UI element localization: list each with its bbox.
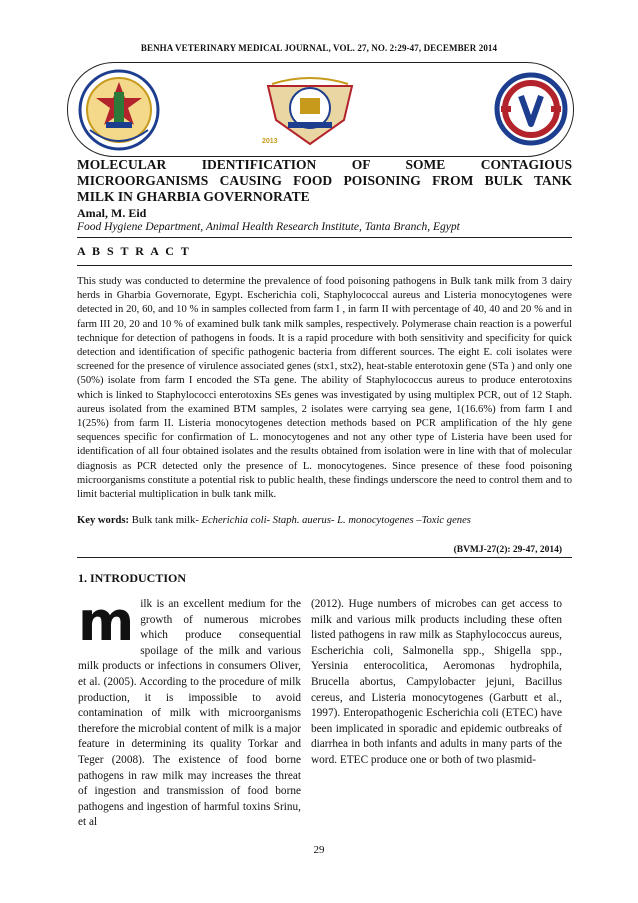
keywords-list: Echerichia coli- Staph. auerus- L. monocytogenes –Toxic genes xyxy=(201,515,471,526)
veterinary-faculty-logo xyxy=(493,66,569,152)
keywords-first: Bulk tank milk- xyxy=(131,515,199,526)
abstract-body xyxy=(77,275,572,502)
abstract-text: This study was conducted to determine the prevalence of food poisoning pathogens in Bulk tank milk from 3 dairy herds in Gharbia Governorate, Egypt. Escherichia coli, Staphylococcal aureus and Listeria monocytogenes were detected in 20, 60, and 10 % in samples collected from farm I , in farm II with percentage of 40, 40 and 20 % and in farm III 20, 20 and 10 % of examined bulk tank milk samples, respectively. Polymerase chain reaction is a powerful technique for detection of pathogens in foods. It is a rapid procedure with both sensitivity and specificity for quick detection and identification of specific pathogenic bacteria from different sources. The eight E. coli isolates were screened for the presence of virulence associated genes (stx1, stx2), heat-stable enterotoxin gene (STa ) and only one (50%) isolate from farm I encoded the STa gene. The ability of Staphylococcus aureus to produce enterotoxins which is linked to Staphylococci enterotoxins SEs genes was investigated by using multiplex PCR, out of 12 Staph. aureus isolated from the examined BTM samples, 2 isolates were carrying sea gene, 1(16.6%) from farm I and 1(25%) from farm II. Listeria monocytogenes detection methods based on PCR amplification of the hly gene sequences specific for confirmation of L. monocytogenes and not any other type of Listeria have been used for identification of all four obtained isolates and the results obtained from isolation were in line with that of molecular diagnosis as PCR detected only the presence of L. monocytogenes. Since presence of these food poisoning microorganisms constitute a potential risk to public health, these findings underscore the need to control them and to limit bacterial multiplication in bulk tank milk. xyxy=(77,276,572,501)
title-line-3: MILK IN GHARBIA GOVERNORATE xyxy=(77,189,310,204)
title-line-2: MICROORGANISMS CAUSING FOOD POISONING FROM BULK TANK xyxy=(77,173,572,188)
keywords-line xyxy=(77,515,572,526)
drop-cap: m xyxy=(78,590,135,653)
author-name: Amal, M. Eid xyxy=(77,206,147,220)
intro-column-right xyxy=(311,597,562,769)
title-line-1: MOLECULAR IDENTIFICATION OF SOME CONTAGIOUS xyxy=(77,157,572,172)
journal-header: BENHA VETERINARY MEDICAL JOURNAL, VOL. 27, NO. 2:29-47, DECEMBER 2014 xyxy=(140,43,498,53)
benha-university-logo xyxy=(76,68,162,152)
divider xyxy=(77,237,572,238)
divider xyxy=(77,265,572,266)
intro-right-text: (2012). Huge numbers of microbes can get access to milk and various milk products including these often listed pathogens in raw milk as Staphylococcus aureus, Escherichia coli, Salmonella spp., Shigella spp., Yersinia enterocolitica, Aeromonas hydrophila, Brucella abortus, Campylobacter jejuni, Bacillus cereus, and Listeria monocytogenes (Garbutt et al., 1997). Enteropathogenic Escherichia coli (ETEC) have been implicated in sporadic and epidemic outbreaks of diarrhea in both infants and adults in many parts of the word. ETEC produce one or both of two plasmid- xyxy=(311,598,562,766)
section-heading: 1. INTRODUCTION xyxy=(78,571,187,585)
author-affiliation: Food Hygiene Department, Animal Health Research Institute, Tanta Branch, Egypt xyxy=(77,221,460,233)
intro-column-left xyxy=(78,590,301,831)
logo-year-label: 2013 xyxy=(262,138,278,145)
intro-left-text: ilk is an excellent medium for the growth of numerous microbes which produce consequential spoilage of the milk and various milk products or infections in consumers Oliver, et al. (2005). According to the procedure of milk production, it is impossible to avoid contamination of milk with microorganisms therefore the microbial content of milk is a major feature in determining its quality Torkar and Teger (2008). The existence of food borne pathogens in raw milk may increases the threat of ingestion and transmission of food borne pathogens and ingestion of harmful toxins Srinu, et al xyxy=(78,598,301,829)
citation: (BVMJ-27(2): 29-47, 2014) xyxy=(453,545,562,555)
abstract-heading: A B S T R A C T xyxy=(77,244,191,258)
divider xyxy=(77,557,572,558)
keywords-label: Key words: xyxy=(77,515,130,526)
article-title xyxy=(77,157,572,205)
page-number: 29 xyxy=(313,844,325,856)
